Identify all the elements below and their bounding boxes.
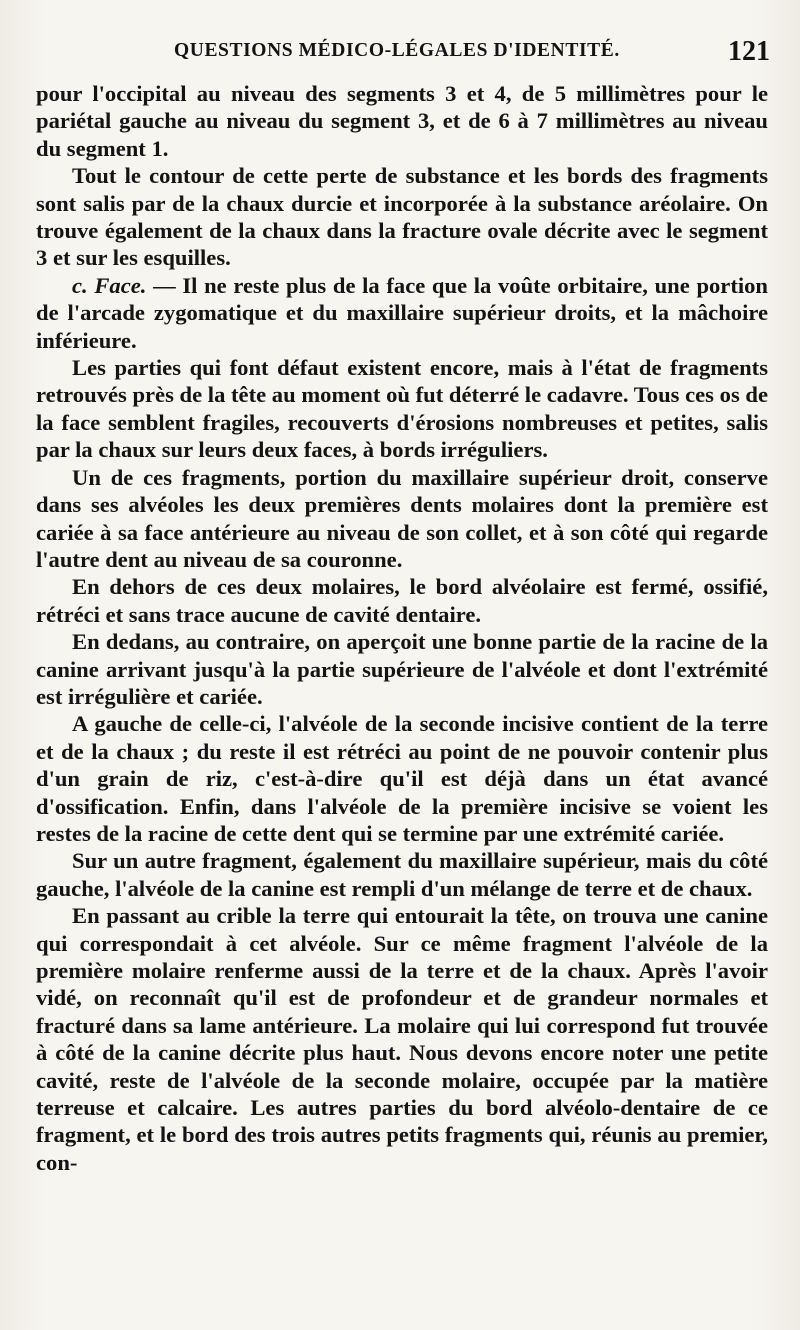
page-number: 121	[728, 36, 770, 67]
running-title: QUESTIONS MÉDICO-LÉGALES D'IDENTITÉ.	[174, 40, 620, 61]
paragraph-9: Sur un autre fragment, également du maxillaire supérieur, mais du côté gauche, l'alvéole de la canine est rempli d'un mélange de terre et de chaux.	[36, 848, 768, 901]
paragraph-3-text: — Il ne reste plus de la face que la voûte orbitaire, une portion de l'arcade zygomatique et du maxillaire supérieur droits, et la mâchoire inférieure.	[36, 272, 768, 353]
paragraph-1: pour l'occipital au niveau des segments 3 et 4, de 5 millimètres pour le pariétal gauche au niveau du segment 3, et de 6 à 7 millimètres au niveau du segment 1.	[36, 81, 768, 161]
paragraph-2: Tout le contour de cette perte de substance et les bords des fragments sont salis par de la chaux durcie et incorporée à la substance aréolaire. On trouve également de la chaux dans la fracture ovale décrite avec le segment 3 et sur les esquilles.	[36, 163, 768, 271]
paragraph-3-face	[36, 272, 768, 354]
paragraph-5: Un de ces fragments, portion du maxillaire supérieur droit, conserve dans ses alvéoles les deux premières dents molaires dont la première est cariée à sa face antérieure au niveau de son collet, et à son côté qui regarde l'autre dent au niveau de sa couronne.	[36, 464, 768, 572]
paragraph-8: A gauche de celle-ci, l'alvéole de la seconde incisive contient de la terre et de la chaux ; du reste il est rétréci au point de ne pouvoir contenir plus d'un grain de riz, c'est-à-dire qu'il est déjà dans un état avancé d'ossification. Enfin, dans l'alvéole de la première incisive se voient les restes de la racine de cette dent qui se termine par une extrémité cariée.	[36, 711, 768, 846]
paragraph-10: En passant au crible la terre qui entourait la tête, on trouva une canine qui correspondait à cet alvéole. Sur ce même fragment l'alvéole de la première molaire renferme aussi de la terre et de la chaux. Après l'avoir vidé, on reconnaît qu'il est de profondeur et de grandeur normales et fracturé dans sa lame antérieure. La molaire qui lui correspond fut trouvée à côté de la canine décrite plus haut. Nous devons encore noter une petite cavité, reste de l'alvéole de la seconde molaire, occupée par la matière terreuse et calcaire. Les autres parties du bord alvéolo-dentaire de ce fragment, et le bord des trois autres petits fragments qui, réunis au premier, con-	[36, 903, 768, 1175]
paragraph-7: En dedans, au contraire, on aperçoit une bonne partie de la racine de la canine arrivant jusqu'à la partie supérieure de l'alvéole et dont l'extrémité est irrégulière et cariée.	[36, 629, 768, 709]
section-label-face: c. Face.	[72, 272, 147, 298]
paragraph-6: En dehors de ces deux molaires, le bord alvéolaire est fermé, ossifié, rétréci et sans trace aucune de cavité dentaire.	[36, 574, 768, 627]
running-head	[36, 36, 770, 72]
body-text	[36, 80, 768, 1176]
paragraph-4: Les parties qui font défaut existent encore, mais à l'état de fragments retrouvés près de la tête au moment où fut déterré le cadavre. Tous ces os de la face semblent fragiles, recouverts d'érosions nombreuses et petites, salis par la chaux sur leurs deux faces, à bords irréguliers.	[36, 355, 768, 463]
